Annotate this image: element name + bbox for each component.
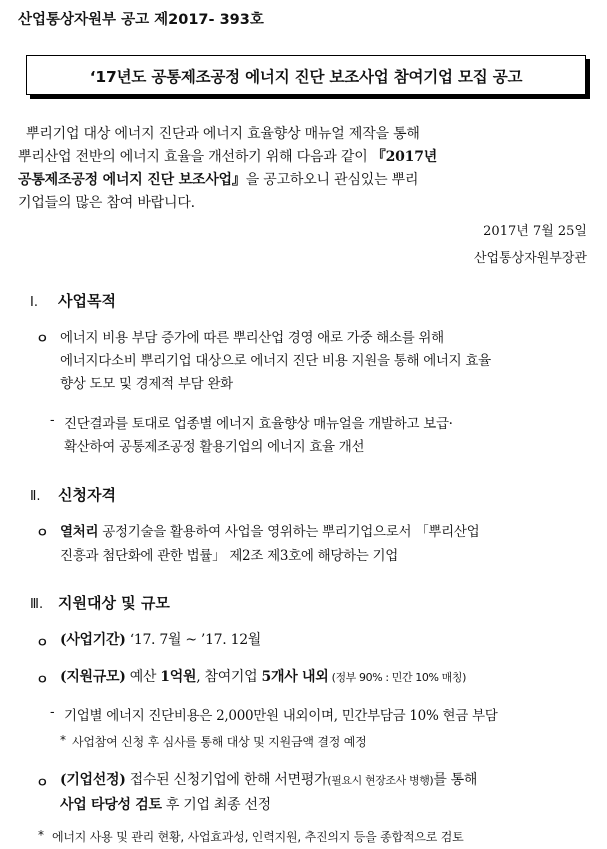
section-heading-2 — [30, 484, 116, 505]
purpose-sub-line-1: 진단결과를 토대로 업종별 에너지 효율향상 매뉴얼을 개발하고 보급· — [64, 416, 453, 432]
period-value: ‘17. 7월 ~ ’17. 12월 — [125, 632, 262, 648]
asterisk-bullet: * — [38, 828, 44, 842]
scale-budget: 1억원 — [160, 669, 197, 685]
section-heading-3 — [30, 592, 170, 613]
selection-text: 후 기업 최종 선정 — [161, 797, 271, 813]
intro-bold: 『2017년 — [371, 149, 438, 165]
eligibility-line-2: 진흥과 첨단화에 관한 법률」 제2조 제3호에 해당하는 기업 — [60, 548, 399, 564]
notice-number: 산업통상자원부 공고 제2017- 393호 — [18, 12, 264, 28]
bullet-circle: ㅇ — [36, 636, 49, 651]
intro-text: 뿌리산업 전반의 에너지 효율을 개선하기 위해 다음과 같이 — [18, 149, 372, 165]
bullet-circle: ㅇ — [36, 776, 49, 791]
selection-line-2 — [60, 794, 271, 814]
intro-bold: 공통제조공정 에너지 진단 보조사업』 — [18, 172, 246, 188]
issuer-name: 산업통상자원부장관 — [473, 251, 587, 266]
intro-line-2 — [18, 146, 437, 166]
section-number: Ⅲ. — [30, 597, 44, 612]
eligibility-text: 공정기술을 활용하여 사업을 영위하는 뿌리기업으로서 「뿌리산업 — [98, 524, 480, 540]
scale-companies: 5개사 내외 — [261, 669, 329, 685]
dash-bullet: - — [50, 704, 55, 720]
selection-text: 접수된 신청기업에 한해 서면평가 — [125, 772, 328, 788]
cost-note: 사업참여 신청 후 심사를 통해 대상 및 지원금액 결정 예정 — [72, 735, 367, 749]
scale-label: (지원규모) — [60, 669, 126, 685]
intro-line-1: 뿌리기업 대상 에너지 진단과 에너지 효율향상 매뉴얼 제작을 통해 — [26, 126, 420, 142]
section-title: 사업목적 — [58, 292, 116, 310]
selection-text: 를 통해 — [433, 772, 478, 788]
purpose-line-1: 에너지 비용 부담 증가에 따른 뿌리산업 경영 애로 가중 해소를 위해 — [60, 330, 444, 346]
bullet-circle: ㅇ — [36, 673, 49, 688]
bullet-circle: ㅇ — [36, 332, 49, 347]
purpose-sub-line-2: 확산하여 공통제조공정 활용기업의 에너지 효율 개선 — [64, 439, 365, 455]
scale-text: , 참여기업 — [196, 669, 262, 685]
asterisk-bullet: * — [60, 733, 66, 747]
notice-date: 2017년 7월 25일 — [483, 224, 587, 239]
section-title: 지원대상 및 규모 — [58, 594, 170, 612]
section-heading-1 — [30, 290, 116, 311]
intro-line-3 — [18, 169, 418, 189]
cost-line: 기업별 에너지 진단비용은 2,000만원 내외이며, 민간부담금 10% 현금 부담 — [64, 708, 498, 724]
document-title: ‘17년도 공통제조공정 에너지 진단 보조사업 참여기업 모집 공고 — [89, 68, 523, 86]
eligibility-line-1 — [60, 520, 479, 540]
selection-label: (기업선정) — [60, 772, 126, 788]
eligibility-bold: 열처리 — [60, 524, 99, 540]
intro-line-4: 기업들의 많은 참여 바랍니다. — [18, 195, 195, 211]
selection-parenthetical: (필요시 현장조사 병행) — [327, 774, 434, 787]
bullet-circle: ㅇ — [36, 526, 49, 541]
section-title: 신청자격 — [58, 486, 116, 504]
section-number: Ⅱ. — [30, 489, 41, 504]
intro-text: 을 공고하오니 관심있는 뿌리 — [245, 172, 419, 188]
selection-line-1 — [60, 769, 477, 789]
purpose-line-2: 에너지다소비 뿌리기업 대상으로 에너지 진단 비용 지원을 통해 에너지 효율 — [60, 353, 491, 369]
final-note: 에너지 사용 및 관리 현황, 사업효과성, 인력지원, 추진의지 등을 종합적으로 검토 — [52, 830, 464, 844]
section-number: Ⅰ. — [30, 295, 38, 310]
scale-line — [60, 666, 466, 686]
title-box — [26, 55, 586, 95]
purpose-line-3: 향상 도모 및 경제적 부담 완화 — [60, 376, 233, 392]
period-line — [60, 629, 261, 649]
selection-bold: 사업 타당성 검토 — [60, 797, 162, 813]
dash-bullet: - — [50, 412, 55, 428]
scale-text: 예산 — [125, 669, 161, 685]
period-label: (사업기간) — [60, 632, 126, 648]
scale-matching-ratio: (정부 90% : 민간 10% 매칭) — [328, 671, 466, 684]
